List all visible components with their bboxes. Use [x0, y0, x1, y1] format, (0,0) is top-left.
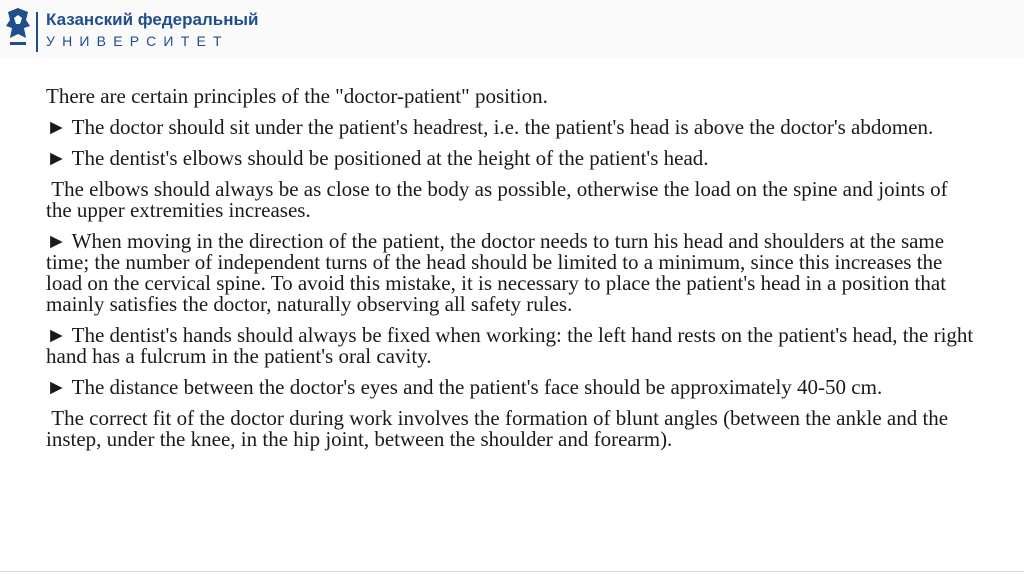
paragraph-headrest: ► The doctor should sit under the patient's headrest, i.e. the patient's head is above the doctor's abdomen. — [46, 115, 934, 139]
logo-divider — [36, 12, 38, 52]
paragraph-distance: ► The distance between the doctor's eyes and the patient's face should be approximately 40-50 cm. — [46, 375, 883, 399]
university-subtitle: УНИВЕРСИТЕТ — [46, 33, 229, 49]
paragraph-posture: The correct fit of the doctor during work involves the formation of blunt angles (between the ankle and the instep, under the knee, in the hip joint, between the shoulder and forearm). — [46, 406, 954, 451]
university-name: Казанский федеральный — [46, 10, 259, 29]
paragraph-turning: ► When moving in the direction of the patient, the doctor needs to turn his head and shoulders at the same time; the number of independent turns of the head should be limited to a minimum, since this increases the load on the cervical spine. To avoid this mistake, it is necessary to place the patient's head in a position that mainly satisfies the doctor, naturally observing all safety rules. — [46, 229, 952, 316]
bottom-divider — [0, 571, 1024, 572]
slide-header — [0, 0, 1024, 58]
paragraph-elbow-body: The elbows should always be as close to the body as possible, otherwise the load on the spine and joints of the upper extremities increases. — [46, 177, 953, 222]
kfu-emblem-icon — [4, 6, 32, 52]
paragraph-intro: There are certain principles of the "doctor-patient" position. — [46, 84, 548, 108]
slide-body — [46, 84, 979, 460]
paragraph-elbow-height: ► The dentist's elbows should be positioned at the height of the patient's head. — [46, 146, 709, 170]
paragraph-hands: ► The dentist's hands should always be fixed when working: the left hand rests on the patient's head, the right hand has a fulcrum in the patient's oral cavity. — [46, 323, 979, 368]
